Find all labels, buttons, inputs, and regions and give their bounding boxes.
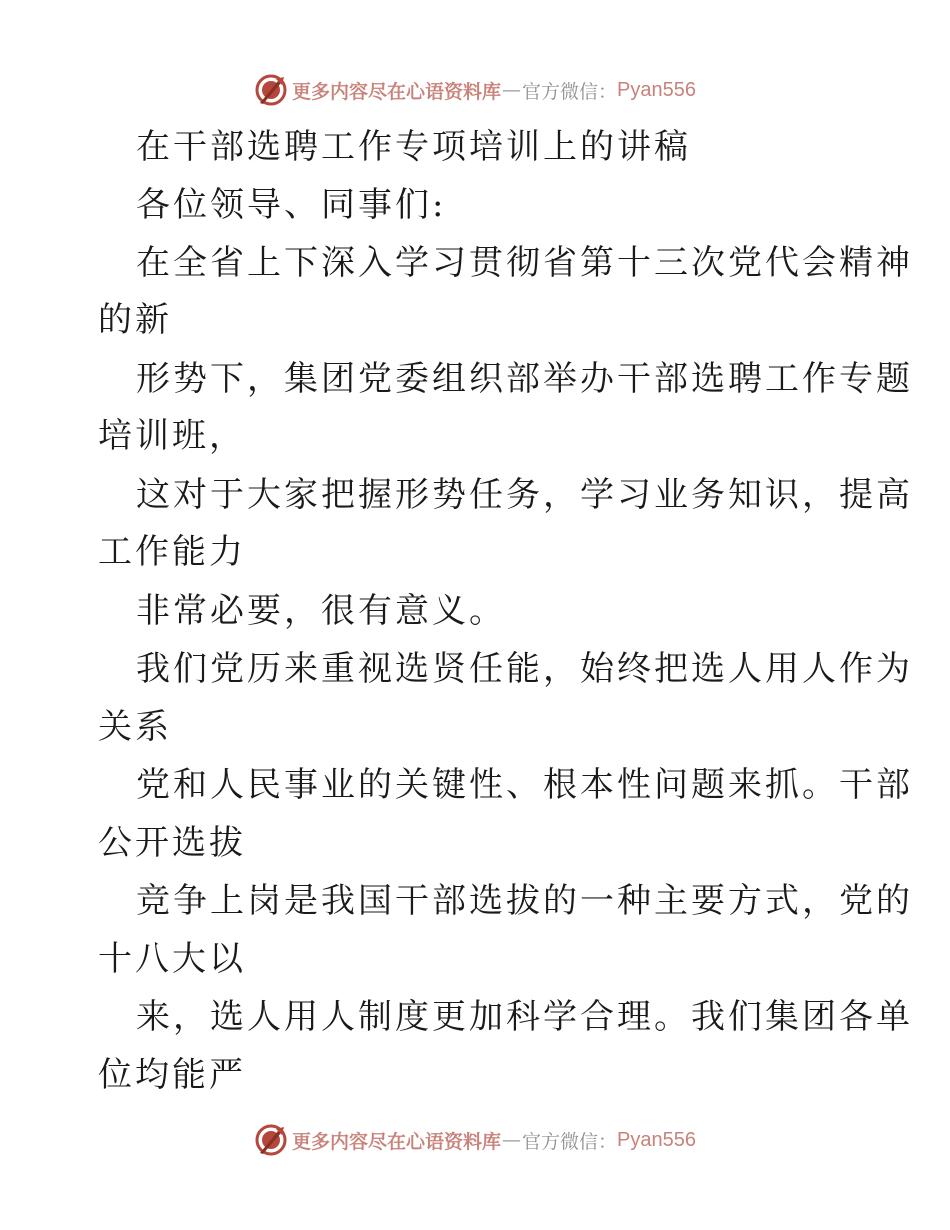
paragraph-line: 在全省上下深入学习贯彻省第十三次党代会精神 <box>136 243 913 283</box>
paragraph-line: 我们党历来重视选贤任能，始终把选人用人作为 <box>136 649 913 689</box>
paragraph-line: 这对于大家把握形势任务，学习业务知识，提高 <box>136 475 913 515</box>
document-title: 在干部选聘工作专项培训上的讲稿 <box>136 127 691 167</box>
header-watermark-banner <box>0 70 950 110</box>
paragraph-line: 形势下，集团党委组织部举办干部选聘工作专题 <box>136 359 913 399</box>
paragraph-line: 公开选拔 <box>98 823 246 863</box>
paragraph-line: 党和人民事业的关键性、根本性问题来抓。干部 <box>136 765 913 805</box>
banner-brand-text: 更多内容尽在心语资料库 <box>292 1130 502 1153</box>
paragraph-line: 关系 <box>98 707 172 747</box>
paragraph-line: 非常必要，很有意义。 <box>136 591 506 631</box>
banner-brand-text: 更多内容尽在心语资料库 <box>292 80 502 103</box>
quill-seal-icon <box>254 1123 288 1157</box>
paragraph-line: 十八大以 <box>98 939 246 979</box>
salutation: 各位领导、同事们: <box>136 185 447 225</box>
banner-wechat-id: Pyan556 <box>617 78 696 101</box>
banner-official-label: 官方微信： <box>522 1130 618 1153</box>
paragraph-line: 工作能力 <box>98 532 246 572</box>
banner-wechat-id: Pyan556 <box>617 1128 696 1151</box>
paragraph-line: 的新 <box>98 300 172 340</box>
footer-watermark-banner <box>0 1120 950 1160</box>
paragraph-line: 位均能严 <box>98 1055 246 1095</box>
banner-dash: — <box>502 1129 522 1151</box>
quill-seal-icon <box>254 73 288 107</box>
banner-dash: — <box>502 79 522 101</box>
banner-official-label: 官方微信： <box>522 80 618 103</box>
paragraph-line: 来，选人用人制度更加科学合理。我们集团各单 <box>136 997 913 1037</box>
paragraph-line: 竞争上岗是我国干部选拔的一种主要方式，党的 <box>136 881 913 921</box>
paragraph-line: 培训班， <box>98 416 246 456</box>
